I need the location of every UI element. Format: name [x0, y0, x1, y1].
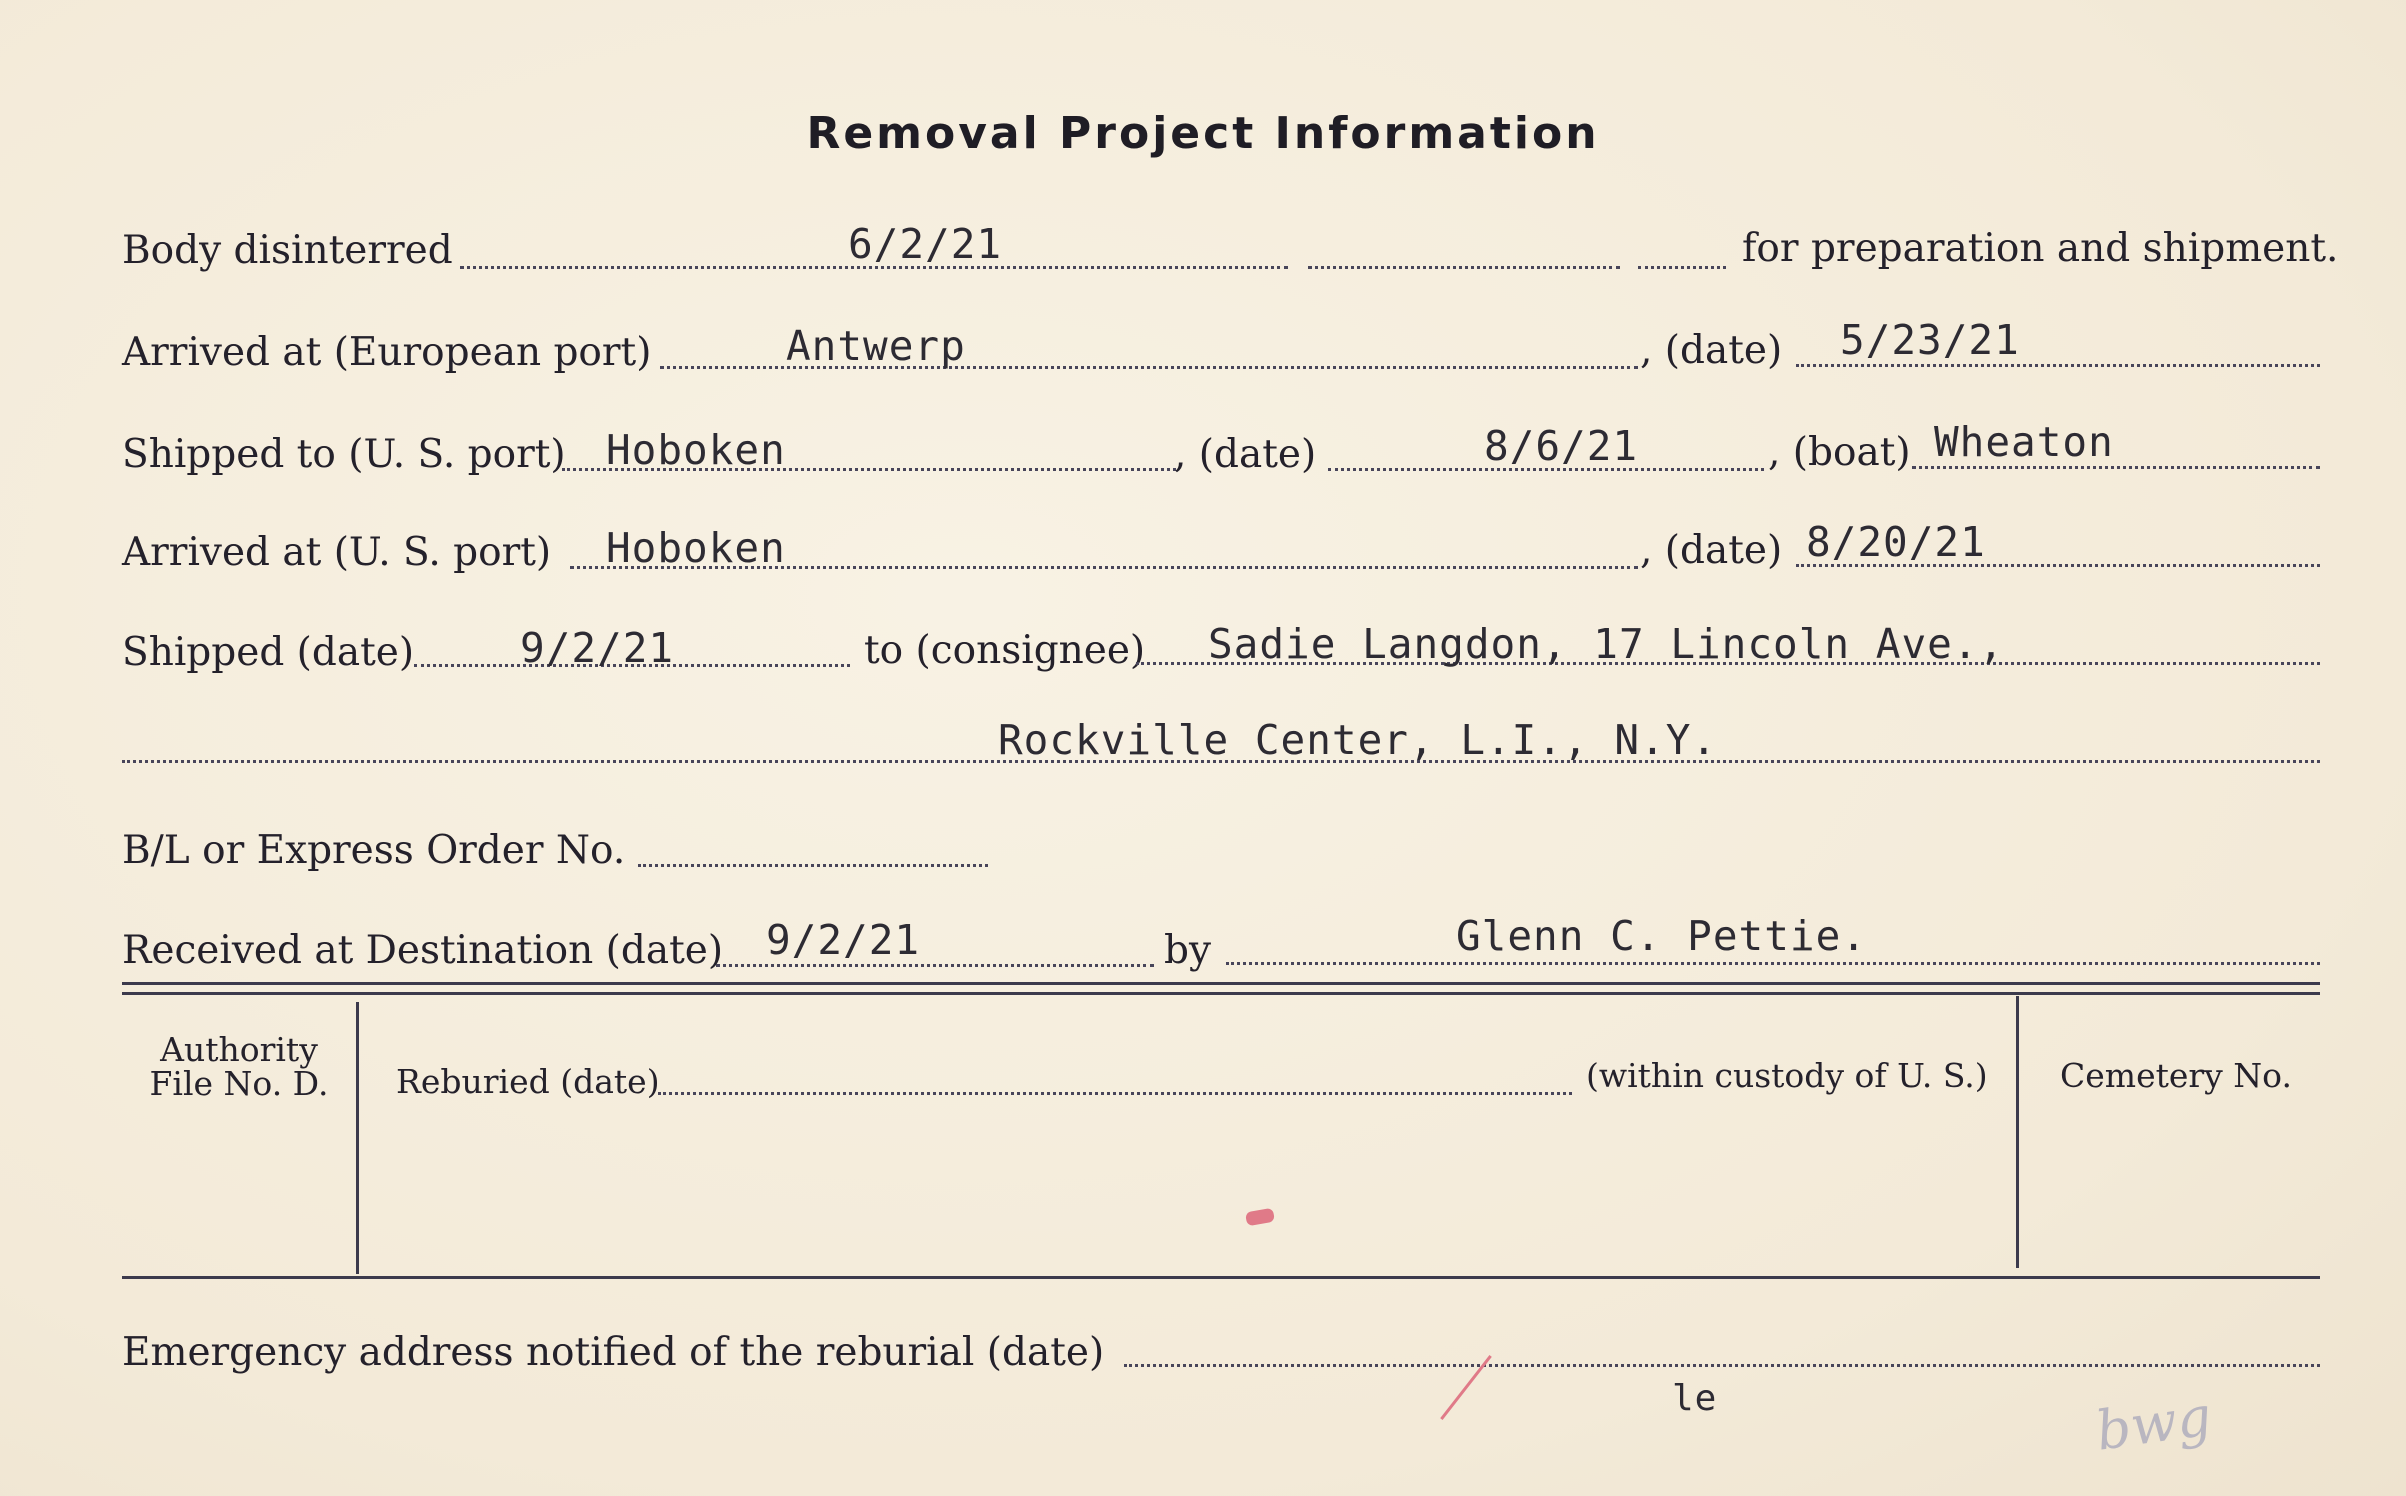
shipped-date-value: 9/2/21 — [520, 624, 675, 672]
arrived-european-value: Antwerp — [786, 322, 966, 370]
arrived-us-date-label: , (date) — [1640, 528, 1783, 573]
bl-order-line — [638, 864, 988, 867]
reburied-line — [658, 1092, 1572, 1095]
arrived-european-date-line — [1796, 364, 2320, 367]
authority-label-2: File No. D. — [149, 1064, 329, 1103]
arrived-european-date-label: , (date) — [1640, 328, 1783, 373]
shipped-date-label: Shipped (date) — [122, 630, 415, 675]
arrived-us-label: Arrived at (U. S. port) — [122, 530, 552, 575]
card-title: Removal Project Information — [806, 108, 1600, 159]
received-label: Received at Destination (date) — [122, 928, 724, 973]
shipped-us-value: Hoboken — [606, 426, 786, 474]
body-disinterred-label: Body disinterred — [122, 228, 453, 273]
arrived-european-label: Arrived at (European port) — [122, 330, 652, 375]
received-date-value: 9/2/21 — [766, 916, 921, 964]
box-top-rule — [122, 982, 2320, 985]
consignee-line-2: Rockville Center, L.I., N.Y. — [998, 716, 1718, 764]
box-divider-left — [356, 1002, 359, 1274]
arrived-european-date-value: 5/23/21 — [1840, 316, 2020, 364]
body-disinterred-suffix: for preparation and shipment. — [1742, 226, 2339, 271]
red-ink-mark — [1245, 1208, 1275, 1227]
body-disinterred-line-2 — [1308, 266, 1620, 269]
shipped-us-boat-value: Wheaton — [1934, 418, 2114, 466]
received-by-line — [1226, 962, 2320, 965]
consignee-line-1: Sadie Langdon, 17 Lincoln Ave., — [1208, 620, 2005, 668]
cemetery-label: Cemetery No. — [2060, 1056, 2292, 1095]
shipped-us-date-value: 8/6/21 — [1484, 422, 1639, 470]
box-top-rule-2 — [122, 992, 2320, 995]
emergency-line — [1124, 1364, 2320, 1367]
footer-code: le — [1672, 1378, 1718, 1419]
emergency-label: Emergency address notified of the reburial (date) — [122, 1330, 1105, 1375]
body-disinterred-value: 6/2/21 — [848, 220, 1003, 268]
shipped-us-boat-line — [1912, 466, 2320, 469]
received-date-line — [716, 964, 1154, 967]
received-by-label: by — [1164, 928, 1211, 973]
reburied-label: Reburied (date) — [396, 1062, 660, 1101]
handwritten-initials: bwg — [2092, 1384, 2216, 1463]
bl-order-label: B/L or Express Order No. — [122, 828, 626, 873]
custody-label: (within custody of U. S.) — [1586, 1056, 1988, 1095]
shipped-us-boat-label: , (boat) — [1768, 430, 1911, 475]
shipped-us-date-label: , (date) — [1174, 432, 1317, 477]
shipped-us-label: Shipped to (U. S. port) — [122, 432, 566, 477]
arrived-us-value: Hoboken — [606, 524, 786, 572]
received-by-value: Glenn C. Pettie. — [1456, 912, 1867, 960]
arrived-us-date-value: 8/20/21 — [1806, 518, 1986, 566]
box-divider-right — [2016, 996, 2019, 1268]
body-disinterred-line-3 — [1638, 266, 1726, 269]
authority-label-1: Authority — [160, 1030, 318, 1069]
consignee-label: to (consignee) — [864, 628, 1146, 673]
box-bottom-rule — [122, 1276, 2320, 1279]
